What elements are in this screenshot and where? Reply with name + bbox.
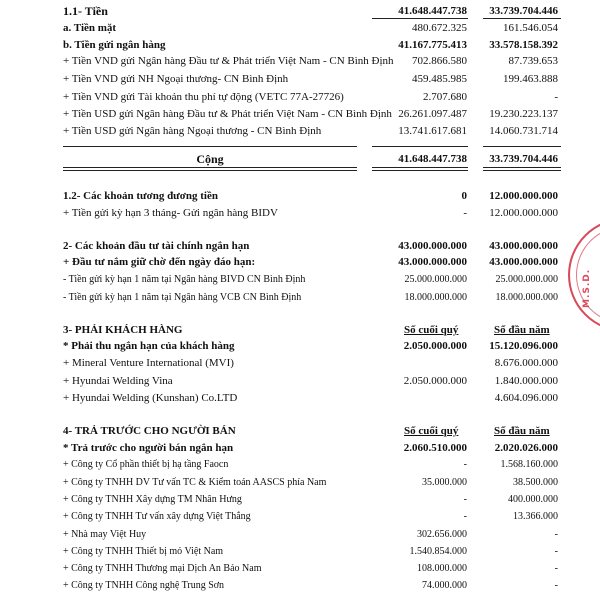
row-value-start: 12.000.000.000 <box>489 207 558 219</box>
row-value-end: 26.261.097.487 <box>398 108 467 120</box>
row-value-end: 74.000.000 <box>422 580 467 591</box>
receivables-col2-header: Số đầu năm <box>494 324 550 336</box>
row-label: + Hyundai Welding Vina <box>63 375 173 387</box>
prepayments-header <box>0 423 600 439</box>
total-label: Cộng <box>196 152 224 166</box>
investments-end: 43.000.000.000 <box>398 240 467 252</box>
row-label: + Tiền USD gửi Ngân hàng Đầu tư & Phát triển Việt Nam - CN Bình Định <box>63 108 392 120</box>
cash-value-start: 33.739.704.446 <box>489 5 558 17</box>
row-label: + Mineral Venture International (MVI) <box>63 357 234 369</box>
table-row <box>0 475 600 491</box>
total-rule-col1 <box>372 146 468 147</box>
table-row <box>0 373 600 389</box>
bank-deposit-label: b. Tiền gửi ngân hàng <box>63 39 166 51</box>
prepayments-col1-header: Số cuối quý <box>404 425 459 437</box>
cash-equivalents-title: 1.2- Các khoản tương đương tiền <box>63 190 218 202</box>
table-row <box>0 509 600 525</box>
underline-col1 <box>372 18 468 19</box>
held-to-maturity-row <box>0 254 600 270</box>
total-value-start: 33.739.704.446 <box>489 153 558 165</box>
row-value-start: 13.366.000 <box>513 511 558 522</box>
receivables-title: 3- PHẢI KHÁCH HÀNG <box>63 324 183 336</box>
receivables-subtotal-label: * Phải thu ngắn hạn của khách hàng <box>63 340 235 352</box>
row-value-start: - <box>554 529 558 540</box>
row-label: + Công ty TNHH Thương mại Dịch An Bảo Nam <box>63 563 262 574</box>
table-row <box>0 492 600 508</box>
cash-equivalents-header <box>0 188 600 204</box>
table-row <box>0 123 600 139</box>
row-label: + Công ty TNHH Tư vấn xây dựng Việt Thắng <box>63 511 251 522</box>
cash-equivalents-end: 0 <box>461 190 467 202</box>
company-stamp-text: M.S.D. <box>582 268 592 308</box>
cash-section-header <box>0 3 600 19</box>
receivables-header <box>0 322 600 338</box>
table-row <box>0 544 600 560</box>
prepayments-title: 4- TRẢ TRƯỚC CHO NGƯỜI BÁN <box>63 425 236 437</box>
total-rule-col2 <box>483 146 561 147</box>
row-value-start: - <box>554 546 558 557</box>
table-row <box>0 53 600 69</box>
total-double-rule-col1 <box>372 167 468 171</box>
table-row <box>0 272 600 288</box>
row-label: + Công ty Cổ phần thiết bị hạ tầng Faocn <box>63 459 229 470</box>
bank-deposit-start: 33.578.158.392 <box>489 39 558 51</box>
receivables-subtotal-row <box>0 338 600 354</box>
row-value-end: 2.050.000.000 <box>403 375 467 387</box>
row-label: + Tiền VND gửi NH Ngoại thương- CN Bình Định <box>63 73 289 85</box>
cash-equivalents-start: 12.000.000.000 <box>489 190 558 202</box>
cash-title: 1.1- Tiền <box>63 4 108 18</box>
table-row <box>0 106 600 122</box>
total-double-rule-col2 <box>483 167 561 171</box>
row-value-end: 302.656.000 <box>417 529 467 540</box>
row-value-end: 13.741.617.681 <box>398 125 467 137</box>
row-label: + Hyundai Welding (Kunshan) Co.LTD <box>63 392 238 404</box>
table-row <box>0 527 600 543</box>
row-value-end: 2.707.680 <box>423 91 467 103</box>
bank-deposit-end: 41.167.775.413 <box>398 39 467 51</box>
total-double-rule-label <box>63 167 357 171</box>
row-value-end: - <box>463 494 467 505</box>
row-label: + Tiền USD gửi Ngân hàng Ngoại thương - CN Bình Định <box>63 125 322 137</box>
row-label: + Nhà may Việt Huy <box>63 529 147 540</box>
table-row <box>0 89 600 105</box>
row-value-start: 8.676.000.000 <box>494 357 558 369</box>
row-value-start: 14.060.731.714 <box>489 125 558 137</box>
receivables-subtotal-start: 15.120.096.000 <box>489 340 558 352</box>
row-value-start: - <box>554 91 558 103</box>
row-label: - Tiền gửi kỳ hạn 1 năm tại Ngân hàng VCB CN Bình Định <box>63 292 302 303</box>
row-value-end: 1.540.854.000 <box>409 546 467 557</box>
row-value-start: 19.230.223.137 <box>489 108 558 120</box>
prepayments-subtotal-start: 2.020.026.000 <box>494 442 558 454</box>
table-row <box>0 457 600 473</box>
receivables-subtotal-end: 2.050.000.000 <box>403 340 467 352</box>
row-label: + Tiền gửi kỳ hạn 3 tháng- Gửi ngân hàng BIDV <box>63 207 278 219</box>
row-label: + Công ty TNHH DV Tư vấn TC & Kiểm toán AASCS phía Nam <box>63 477 327 488</box>
row-label: + Công ty TNHH Xây dựng TM Nhân Hưng <box>63 494 242 505</box>
table-row <box>0 578 600 594</box>
table-row <box>0 390 600 406</box>
row-value-end: - <box>463 511 467 522</box>
row-value-start: 199.463.888 <box>503 73 558 85</box>
row-value-start: 1.568.160.000 <box>500 459 558 470</box>
prepayments-subtotal-label: * Trả trước cho người bán ngắn hạn <box>63 442 234 454</box>
row-value-start: 1.840.000.000 <box>494 375 558 387</box>
row-value-start: - <box>554 563 558 574</box>
row-label: + Công ty TNHH Thiết bị mỏ Việt Nam <box>63 546 224 557</box>
investments-start: 43.000.000.000 <box>489 240 558 252</box>
investments-title: 2- Các khoản đầu tư tài chính ngắn hạn <box>63 240 250 252</box>
row-value-start: 4.604.096.000 <box>494 392 558 404</box>
cash-on-hand-label: a. Tiền mặt <box>63 22 117 34</box>
cash-on-hand-row <box>0 20 600 36</box>
row-value-end: - <box>463 207 467 219</box>
table-row <box>0 355 600 371</box>
cash-value-end: 41.648.447.738 <box>398 5 467 17</box>
prepayments-subtotal-end: 2.060.510.000 <box>403 442 467 454</box>
row-value-end: 18.000.000.000 <box>404 292 467 303</box>
prepayments-subtotal-row <box>0 440 600 456</box>
row-value-start: 18.000.000.000 <box>495 292 558 303</box>
row-label: + Tiền VND gửi Tài khoản thu phí tự động (VETC 77A-27726) <box>63 91 344 103</box>
row-value-start: 87.739.653 <box>508 55 558 67</box>
total-rule-label <box>63 146 357 147</box>
cash-total-row <box>0 151 600 167</box>
total-value-end: 41.648.447.738 <box>398 153 467 165</box>
row-value-end: 25.000.000.000 <box>404 274 467 285</box>
row-value-end: 702.866.580 <box>412 55 467 67</box>
row-value-end: - <box>463 459 467 470</box>
row-value-end: 459.485.985 <box>412 73 467 85</box>
table-row <box>0 290 600 306</box>
table-row <box>0 561 600 577</box>
row-value-start: 38.500.000 <box>513 477 558 488</box>
row-value-end: 108.000.000 <box>417 563 467 574</box>
row-label: + Công ty TNHH Công nghệ Trung Sơn <box>63 580 225 591</box>
prepayments-col2-header: Số đầu năm <box>494 425 550 437</box>
held-to-maturity-label: + Đầu tư nắm giữ chờ đến ngày đáo hạn: <box>63 256 256 268</box>
table-row <box>0 71 600 87</box>
row-value-start: 400.000.000 <box>508 494 558 505</box>
underline-col2 <box>483 18 561 19</box>
receivables-col1-header: Số cuối quý <box>404 324 459 336</box>
row-value-start: 25.000.000.000 <box>495 274 558 285</box>
cash-on-hand-end: 480.672.325 <box>412 22 467 34</box>
row-label: - Tiền gửi kỳ hạn 1 năm tại Ngân hàng BIVD CN Bình Định <box>63 274 306 285</box>
investments-header <box>0 238 600 254</box>
table-row <box>0 205 600 221</box>
bank-deposit-row <box>0 37 600 53</box>
row-value-start: - <box>554 580 558 591</box>
row-value-end: 35.000.000 <box>422 477 467 488</box>
held-to-maturity-start: 43.000.000.000 <box>489 256 558 268</box>
cash-on-hand-start: 161.546.054 <box>503 22 558 34</box>
held-to-maturity-end: 43.000.000.000 <box>398 256 467 268</box>
row-label: + Tiền VND gửi Ngân hàng Đầu tư & Phát triển Việt Nam - CN Bình Định <box>63 55 394 67</box>
